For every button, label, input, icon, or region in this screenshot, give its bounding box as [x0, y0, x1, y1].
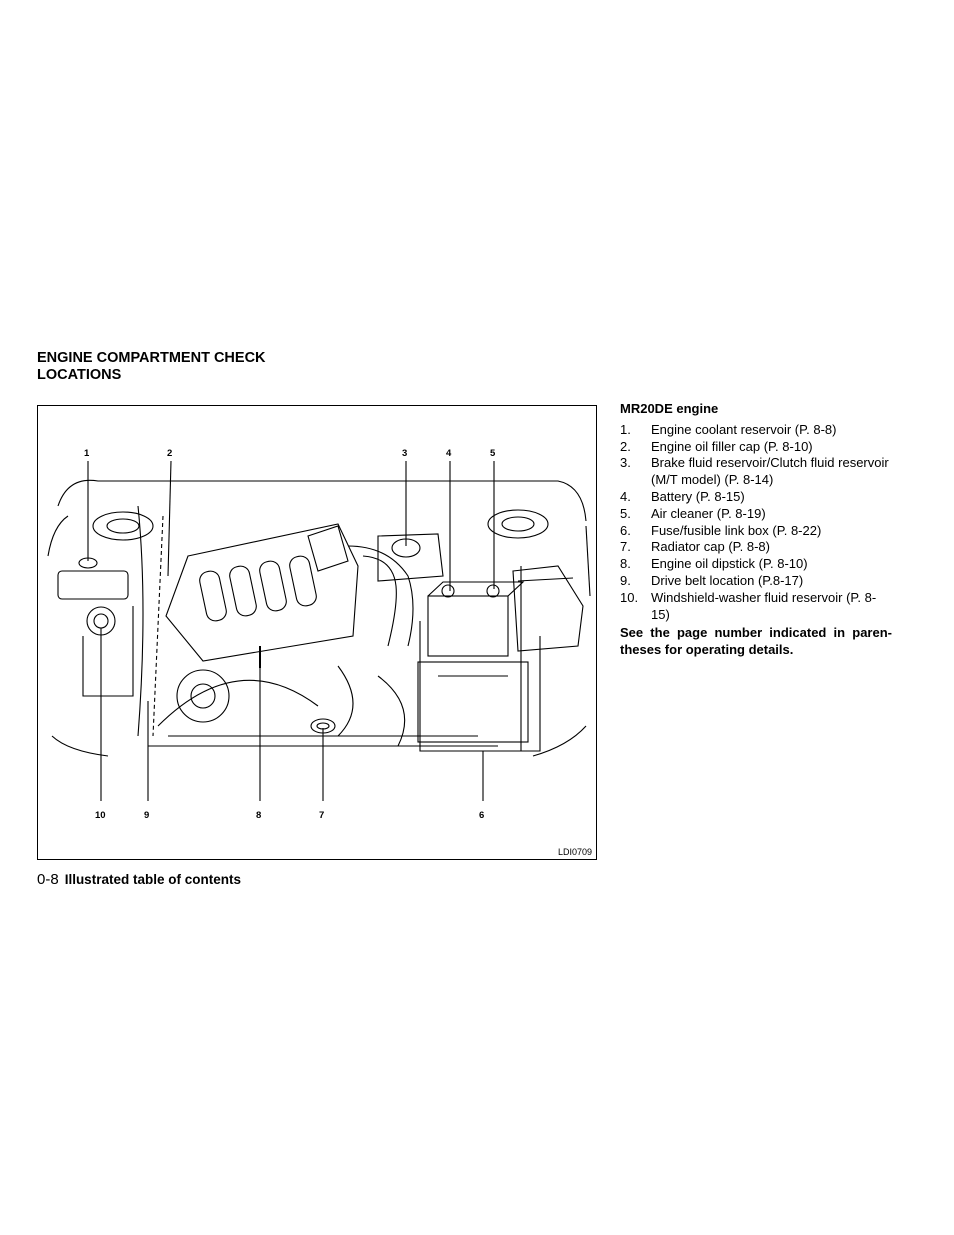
- list-item: [620, 422, 892, 439]
- engine-compartment-figure: [37, 405, 597, 860]
- item-number: 9.: [620, 572, 631, 588]
- section-title: ENGINE COMPARTMENT CHECK LOCATIONS: [37, 350, 266, 383]
- callout-4: 4: [446, 448, 452, 459]
- callout-5: 5: [490, 448, 496, 459]
- callout-2: 2: [167, 448, 173, 459]
- item-text: Fuse/fusible link box (P. 8-22): [651, 522, 822, 538]
- callout-8: 8: [256, 810, 262, 821]
- list-item: [620, 439, 892, 456]
- item-text: Windshield-washer fluid reservoir (P. 8-15): [651, 589, 877, 622]
- item-number: 5.: [620, 505, 631, 521]
- engine-illustration: [38, 406, 596, 859]
- item-number: 7.: [620, 539, 631, 555]
- list-item: [620, 573, 892, 590]
- item-number: 4.: [620, 488, 631, 504]
- item-text: Engine oil dipstick (P. 8-10): [651, 556, 808, 572]
- list-item: [620, 506, 892, 523]
- callout-6: 6: [479, 810, 485, 821]
- callout-3: 3: [402, 448, 408, 459]
- list-item: [620, 489, 892, 506]
- note-text: See the page number indicated in paren-theses for operating details.: [620, 625, 892, 658]
- callout-9: 9: [144, 810, 150, 821]
- item-number: 6.: [620, 522, 631, 538]
- list-item: [620, 556, 892, 573]
- items-list: [620, 422, 892, 624]
- list-item: [620, 539, 892, 556]
- list-item: [620, 523, 892, 540]
- item-number: 10.: [620, 589, 639, 605]
- item-number: 2.: [620, 438, 631, 454]
- engine-heading: MR20DE engine: [620, 401, 719, 416]
- figure-code: LDI0709: [557, 847, 592, 857]
- callout-10: 10: [95, 810, 106, 821]
- item-text: Drive belt location (P.8-17): [651, 572, 804, 588]
- callout-7: 7: [319, 810, 325, 821]
- list-item: [620, 590, 892, 624]
- callout-1: 1: [84, 448, 90, 459]
- page-number: 0-8: [37, 871, 59, 888]
- item-number: 1.: [620, 421, 631, 437]
- item-text: Air cleaner (P. 8-19): [651, 505, 766, 521]
- item-text: Battery (P. 8-15): [651, 488, 745, 504]
- item-text: Brake fluid reservoir/Clutch fluid reservoir (M/T model) (P. 8-14): [651, 455, 889, 488]
- item-number: 8.: [620, 556, 631, 572]
- footer-title: Illustrated table of contents: [64, 872, 241, 887]
- check-locations-list: [620, 401, 892, 659]
- list-item: [620, 455, 892, 489]
- item-text: Engine oil filler cap (P. 8-10): [651, 438, 813, 454]
- item-text: Engine coolant reservoir (P. 8-8): [651, 421, 837, 437]
- page-footer: [37, 871, 241, 888]
- item-text: Radiator cap (P. 8-8): [651, 539, 770, 555]
- item-number: 3.: [620, 455, 631, 471]
